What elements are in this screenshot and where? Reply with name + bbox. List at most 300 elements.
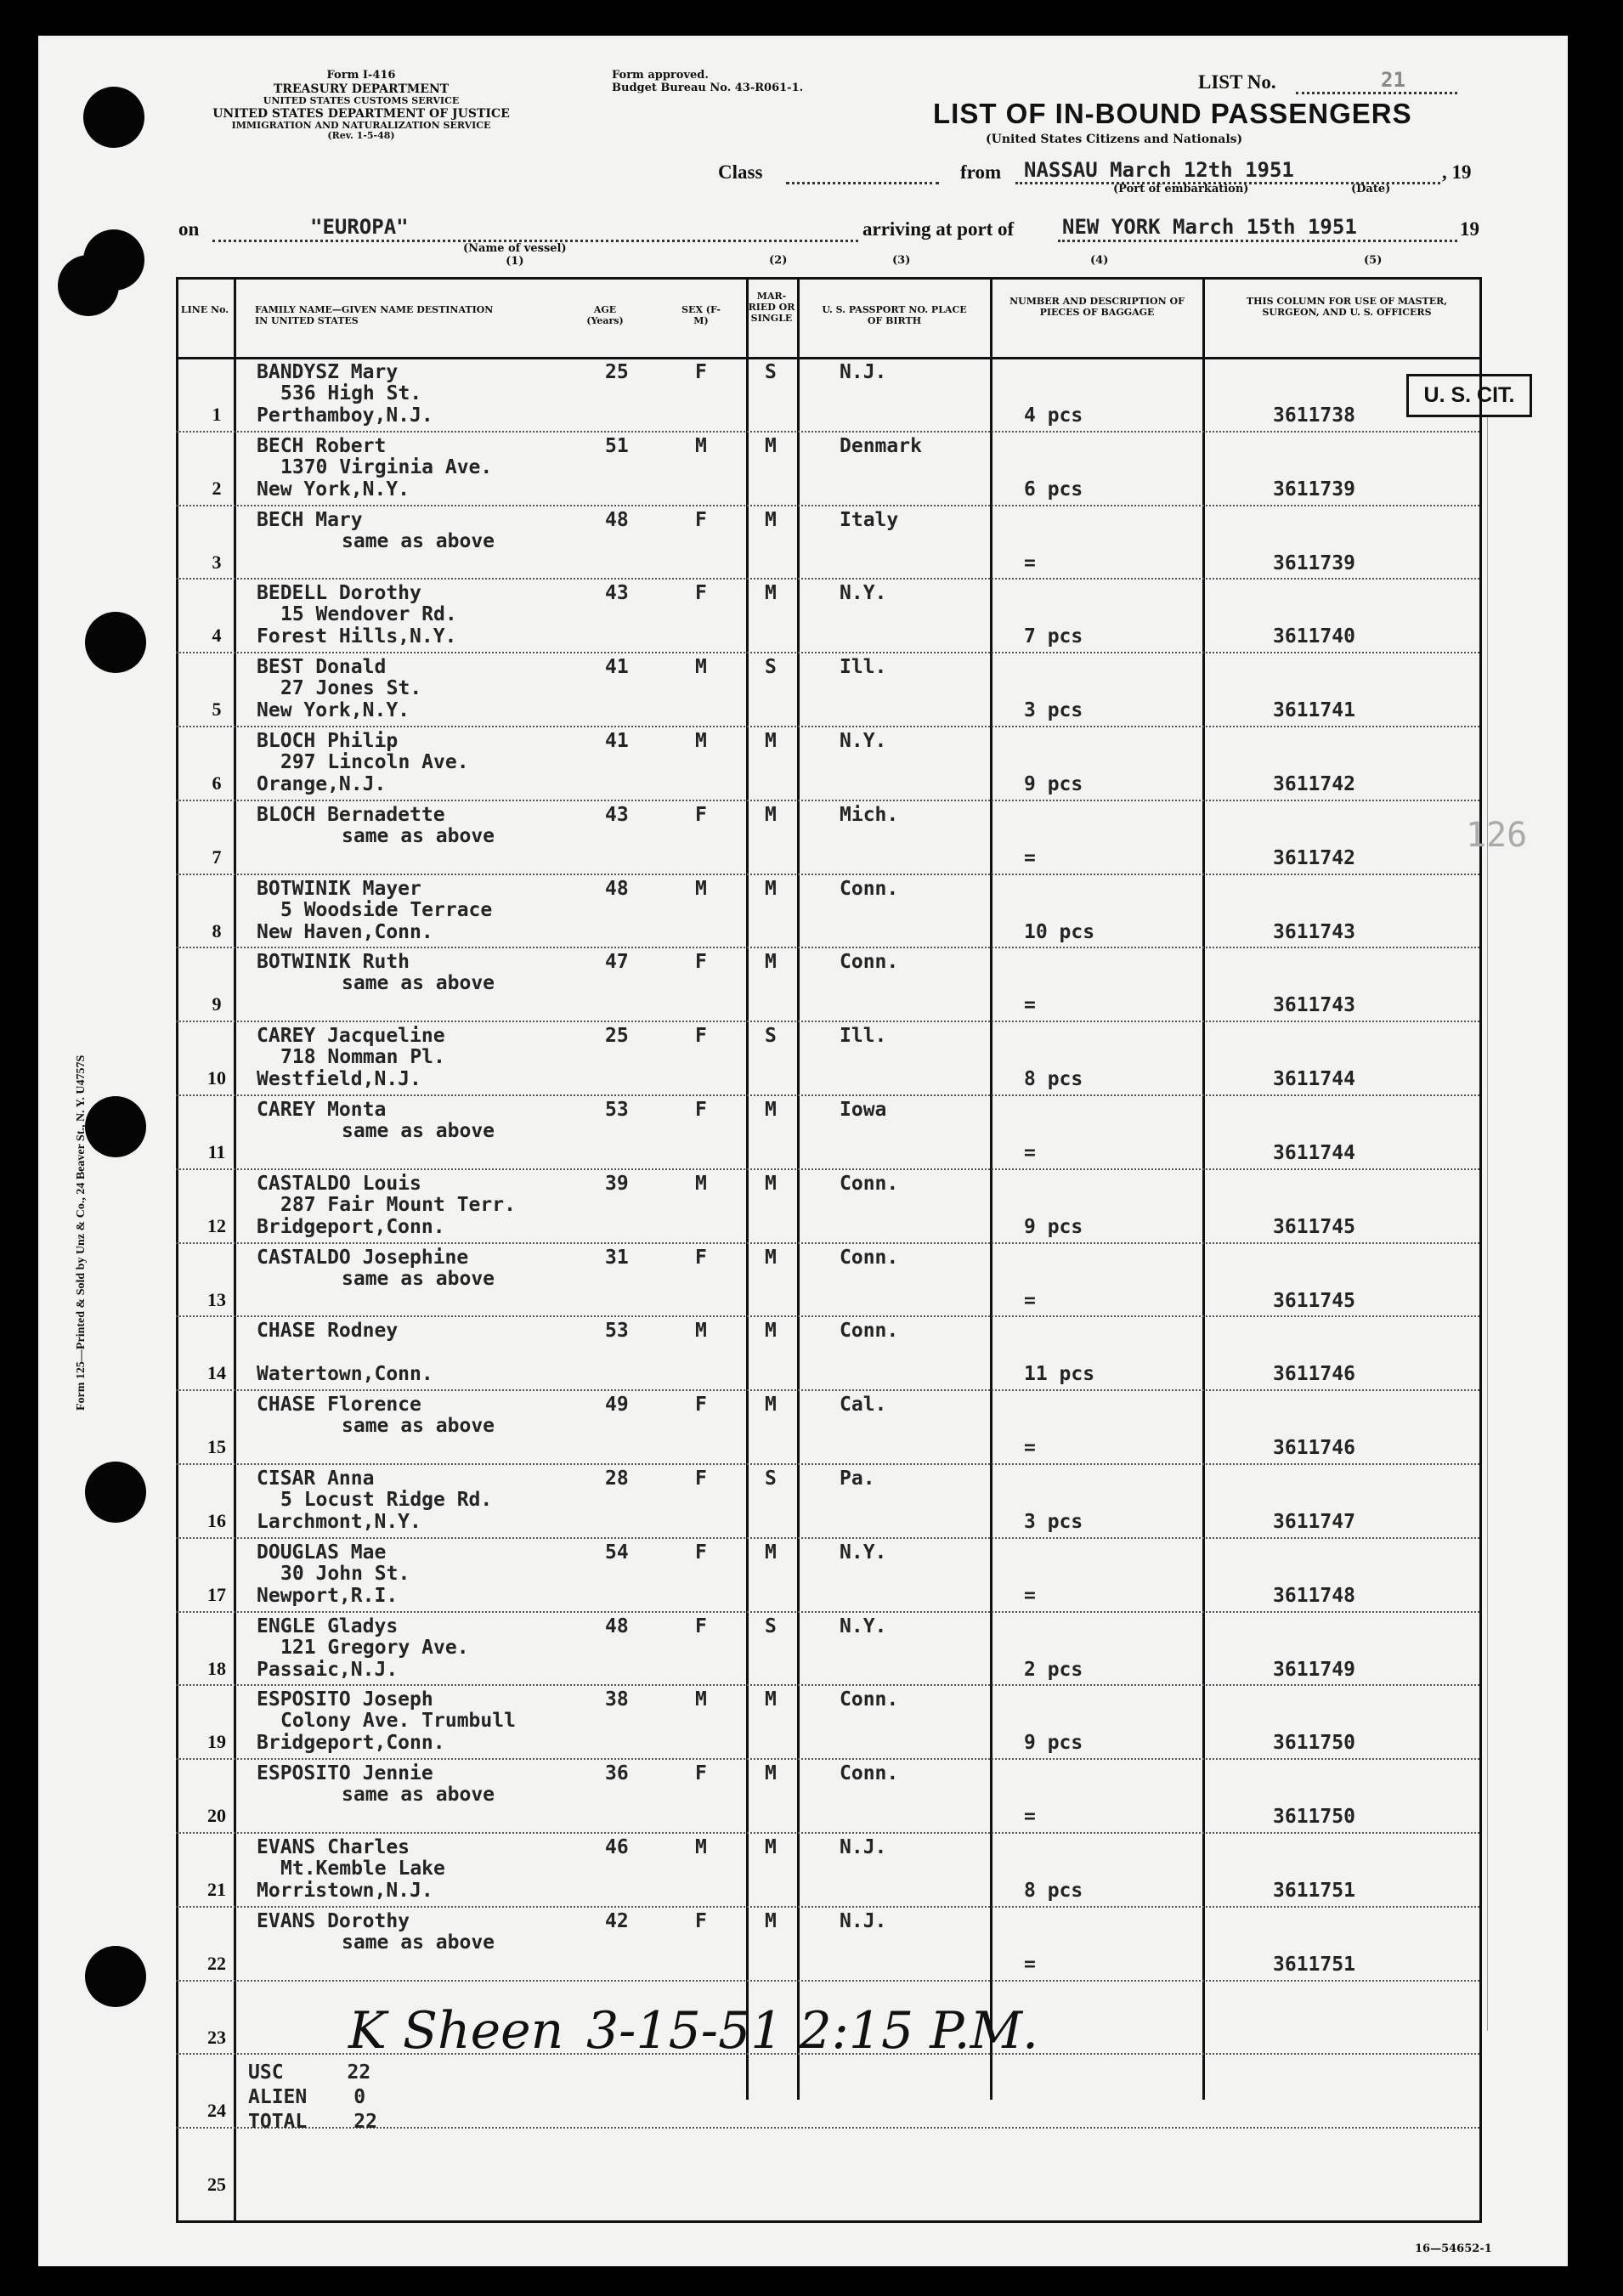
totals-block	[248, 2061, 377, 2135]
line-number: 7	[212, 846, 222, 868]
destination-address: same as above	[342, 972, 495, 994]
dept-customs: UNITED STATES CUSTOMS SERVICE	[263, 95, 460, 107]
destination-city: Larchmont,N.Y.	[257, 1511, 421, 1533]
on-label: on	[178, 218, 200, 240]
baggage-count: 6 pcs	[1024, 478, 1083, 500]
birthplace: Italy	[840, 509, 899, 531]
total-value: 22	[353, 2111, 377, 2133]
destination-city: Bridgeport,Conn.	[257, 1732, 445, 1754]
officer-number: 3611739	[1273, 552, 1355, 574]
col-header-officers: THIS COLUMN FOR USE OF MASTER, SURGEON, AND U. S. OFFICERS	[1246, 296, 1448, 319]
birthplace: Pa.	[840, 1468, 875, 1490]
date-caption: (Date)	[1351, 183, 1391, 195]
destination-address: 718 Nomman Pl.	[280, 1046, 445, 1068]
birthplace: Iowa	[840, 1099, 887, 1121]
passenger-name: BLOCH Philip	[257, 730, 399, 752]
marital-status: M	[765, 1247, 777, 1269]
marital-status: M	[765, 730, 777, 752]
printer-imprint: Form 125—Printed & Sold by Unz & Co., 24 Beaver St., N. Y. U4757S	[75, 1055, 88, 1411]
baggage-count: 8 pcs	[1024, 1880, 1083, 1902]
passenger-name: CAREY Jacqueline	[257, 1025, 445, 1047]
line-number: 22	[207, 1953, 226, 1974]
passenger-name: CHASE Florence	[257, 1394, 421, 1416]
officer-number: 3611739	[1273, 478, 1355, 500]
officer-number: 3611740	[1273, 625, 1355, 648]
vessel-caption-text: (Name of vessel)	[463, 242, 567, 255]
binder-hole	[85, 1096, 146, 1157]
baggage-count: 3 pcs	[1024, 699, 1083, 721]
column-number-4: (4)	[1090, 254, 1109, 267]
age-value: 48	[605, 1615, 629, 1637]
age-value: 49	[605, 1394, 629, 1416]
row-divider	[176, 1242, 1479, 1244]
baggage-count: 2 pcs	[1024, 1659, 1083, 1681]
age-value: 51	[605, 435, 629, 457]
sex-value: F	[695, 1541, 707, 1564]
row-divider	[176, 1168, 1479, 1170]
line-number: 12	[207, 1215, 226, 1236]
row-divider	[176, 505, 1479, 506]
usc-value: 22	[347, 2061, 371, 2084]
destination-city: Newport,R.I.	[257, 1585, 399, 1607]
officer-number: 3611742	[1273, 773, 1355, 795]
officer-number: 3611744	[1273, 1068, 1355, 1090]
destination-address: same as above	[342, 530, 495, 552]
destination-address: same as above	[342, 1268, 495, 1290]
baggage-count: 11 pcs	[1024, 1363, 1095, 1385]
officer-number: 3611741	[1273, 699, 1355, 721]
birthplace: Denmark	[840, 435, 922, 457]
age-value: 53	[605, 1099, 629, 1121]
destination-address: Mt.Kemble Lake	[280, 1858, 445, 1880]
birthplace: N.J.	[840, 1910, 887, 1932]
col-header-passport: U. S. PASSPORT NO. PLACE OF BIRTH	[822, 304, 967, 327]
col-divider	[746, 277, 749, 2100]
line-number: 14	[207, 1362, 226, 1383]
birthplace: Conn.	[840, 951, 899, 973]
officer-number: 3611747	[1273, 1511, 1355, 1533]
marital-status: S	[765, 1025, 777, 1047]
birthplace: N.Y.	[840, 730, 887, 752]
baggage-count: 9 pcs	[1024, 1216, 1083, 1238]
line-number: 18	[207, 1658, 226, 1679]
col-header-age: AGE (Years)	[586, 304, 624, 327]
row-divider	[176, 578, 1479, 580]
passenger-name: CASTALDO Louis	[257, 1173, 421, 1195]
officer-number: 3611743	[1273, 994, 1355, 1016]
destination-city: Morristown,N.J.	[257, 1880, 433, 1902]
officer-number: 3611748	[1273, 1585, 1355, 1607]
age-value: 42	[605, 1910, 629, 1932]
baggage-count: 3 pcs	[1024, 1511, 1083, 1533]
sex-value: M	[695, 1836, 707, 1858]
sex-value: F	[695, 1025, 707, 1047]
agency-block	[157, 70, 565, 142]
birthplace: Conn.	[840, 1247, 899, 1269]
officer-number: 3611746	[1273, 1437, 1355, 1459]
destination-address: 121 Gregory Ave.	[280, 1637, 469, 1659]
form-number: Form I-416	[326, 69, 396, 82]
sex-value: M	[695, 1688, 707, 1711]
total-label: TOTAL	[248, 2111, 308, 2133]
table-header-border	[176, 357, 1482, 359]
baggage-count: 8 pcs	[1024, 1068, 1083, 1090]
age-value: 39	[605, 1173, 629, 1195]
year-prefix: , 19	[1442, 161, 1472, 183]
form-subtitle: (United States Citizens and Nationals)	[986, 133, 1243, 146]
age-value: 47	[605, 951, 629, 973]
approval-block	[612, 70, 803, 95]
col-header-name: FAMILY NAME—GIVEN NAME DESTINATION IN UNITED STATES	[255, 304, 494, 327]
marital-status: M	[765, 951, 777, 973]
destination-city: Perthamboy,N.J.	[257, 404, 433, 427]
age-value: 48	[605, 878, 629, 900]
destination-address: 27 Jones St.	[280, 677, 422, 699]
footer-code: 16—54652-1	[1415, 2242, 1492, 2255]
officer-number: 3611745	[1273, 1290, 1355, 1312]
birthplace: N.Y.	[840, 1615, 887, 1637]
line-number: 10	[207, 1067, 226, 1089]
us-citizen-stamp: U. S. CIT.	[1406, 374, 1532, 417]
alien-label: ALIEN	[248, 2086, 308, 2108]
line-number: 15	[207, 1436, 226, 1457]
arrival-port-value: NEW YORK March 15th 1951	[1062, 215, 1357, 239]
marital-status: M	[765, 1541, 777, 1564]
passenger-name: EVANS Charles	[257, 1836, 410, 1858]
column-number-1: (1)	[506, 254, 524, 268]
passenger-name: ESPOSITO Joseph	[257, 1688, 433, 1711]
col-divider	[990, 277, 992, 2100]
baggage-count: =	[1024, 1290, 1036, 1312]
col-header-baggage: NUMBER AND DESCRIPTION OF PIECES OF BAGGAGE	[1009, 296, 1185, 319]
sex-value: F	[695, 951, 707, 973]
binder-hole	[85, 1946, 146, 2007]
list-number-value: 21	[1381, 68, 1405, 92]
baggage-count: =	[1024, 847, 1036, 869]
line-number: 16	[207, 1510, 226, 1531]
binder-hole	[85, 1462, 146, 1523]
birthplace: Cal.	[840, 1394, 887, 1416]
baggage-count: =	[1024, 1954, 1036, 1976]
margin-number: 126	[1466, 816, 1528, 855]
row-divider	[176, 1906, 1479, 1908]
alien-value: 0	[353, 2086, 366, 2108]
line-number: 19	[207, 1731, 226, 1752]
embarkation-value: NASSAU March 12th 1951	[1024, 158, 1294, 182]
column-number-5: (5)	[1364, 254, 1383, 267]
sex-value: F	[695, 361, 707, 383]
age-value: 41	[605, 730, 629, 752]
sex-value: M	[695, 656, 707, 678]
table-top-border	[176, 277, 1482, 280]
inspector-signature: K Sheen	[348, 2001, 564, 2061]
marital-status: M	[765, 1910, 777, 1932]
age-value: 25	[605, 1025, 629, 1047]
sex-value: M	[695, 1173, 707, 1195]
line-number: 4	[212, 625, 222, 646]
dept-immigration: IMMIGRATION AND NATURALIZATION SERVICE	[231, 119, 491, 131]
marital-status: S	[765, 656, 777, 678]
sex-value: F	[695, 1910, 707, 1932]
destination-address: 287 Fair Mount Terr.	[280, 1194, 516, 1216]
destination-address: same as above	[342, 1784, 495, 1806]
marital-status: M	[765, 804, 777, 826]
sex-value: F	[695, 582, 707, 604]
birthplace: N.J.	[840, 1836, 887, 1858]
from-label: from	[960, 161, 1002, 183]
passenger-name: BECH Robert	[257, 435, 387, 457]
arriving-line	[1058, 240, 1457, 242]
age-value: 31	[605, 1247, 629, 1269]
destination-city: Westfield,N.J.	[257, 1068, 421, 1090]
sex-value: F	[695, 509, 707, 531]
age-value: 53	[605, 1320, 629, 1342]
sex-value: M	[695, 730, 707, 752]
officer-number: 3611750	[1273, 1732, 1355, 1754]
year-suffix: 19	[1460, 218, 1479, 240]
row-divider	[176, 1832, 1479, 1834]
row-divider	[176, 652, 1479, 653]
sex-value: M	[695, 1320, 707, 1342]
col-divider	[1202, 277, 1205, 2100]
passenger-name: DOUGLAS Mae	[257, 1541, 387, 1564]
marital-status: M	[765, 1394, 777, 1416]
age-value: 41	[605, 656, 629, 678]
sex-value: F	[695, 1394, 707, 1416]
marital-status: M	[765, 878, 777, 900]
destination-city: New York,N.Y.	[257, 699, 410, 721]
destination-address: 1370 Virginia Ave.	[280, 456, 493, 478]
sex-value: F	[695, 1615, 707, 1637]
officer-number: 3611751	[1273, 1954, 1355, 1976]
marital-status: M	[765, 1173, 777, 1195]
sex-value: F	[695, 804, 707, 826]
row-divider	[176, 874, 1479, 875]
sex-value: F	[695, 1099, 707, 1121]
baggage-count: =	[1024, 552, 1036, 574]
passenger-name: CHASE Rodney	[257, 1320, 399, 1342]
marital-status: M	[765, 582, 777, 604]
vessel-value: "EUROPA"	[310, 215, 409, 239]
row-divider	[176, 1094, 1479, 1096]
age-value: 43	[605, 804, 629, 826]
binder-hole	[83, 87, 144, 148]
officer-number: 3611743	[1273, 921, 1355, 943]
destination-address: 15 Wendover Rd.	[280, 603, 457, 625]
table-right-border	[1479, 277, 1482, 2223]
column-number-3: (3)	[892, 254, 911, 267]
line-number: 25	[207, 2174, 226, 2195]
col-header-sex: SEX (F-M)	[681, 304, 721, 327]
line-number: 21	[207, 1879, 226, 1900]
birthplace: Mich.	[840, 804, 899, 826]
signature-date-time: 3-15-51 2:15 P.M.	[586, 2001, 1039, 2061]
row-divider	[176, 947, 1479, 948]
marital-status: S	[765, 1468, 777, 1490]
margin-rule	[1487, 416, 1488, 2031]
passenger-name: CASTALDO Josephine	[257, 1247, 469, 1269]
line-number: 2	[212, 478, 222, 499]
form-approved: Form approved.	[612, 69, 709, 82]
passenger-name: CAREY Monta	[257, 1099, 387, 1121]
marital-status: M	[765, 1688, 777, 1711]
marital-status: M	[765, 1320, 777, 1342]
usc-label: USC	[248, 2061, 284, 2084]
row-divider	[176, 1611, 1479, 1613]
baggage-count: 9 pcs	[1024, 1732, 1083, 1754]
line-number: 1	[212, 404, 222, 425]
officer-number: 3611738	[1273, 404, 1355, 427]
line-number: 8	[212, 920, 222, 942]
age-value: 36	[605, 1762, 629, 1784]
birthplace: N.Y.	[840, 582, 887, 604]
row-divider	[176, 1980, 1479, 1982]
passenger-name: BEDELL Dorothy	[257, 582, 421, 604]
age-value: 43	[605, 582, 629, 604]
dept-justice: UNITED STATES DEPARTMENT OF JUSTICE	[212, 106, 510, 121]
arriving-label: arriving at port of	[862, 218, 1015, 240]
line-number: 17	[207, 1584, 226, 1605]
baggage-count: =	[1024, 1585, 1036, 1607]
baggage-count: =	[1024, 1142, 1036, 1164]
list-number-label: LIST No.	[1198, 71, 1276, 93]
age-value: 25	[605, 361, 629, 383]
line-number: 24	[207, 2100, 226, 2121]
baggage-count: 9 pcs	[1024, 773, 1083, 795]
baggage-count: =	[1024, 1806, 1036, 1828]
officer-number: 3611749	[1273, 1659, 1355, 1681]
destination-address: 5 Locust Ridge Rd.	[280, 1489, 493, 1511]
marital-status: M	[765, 1099, 777, 1121]
class-label: Class	[718, 161, 763, 183]
row-divider	[176, 1684, 1479, 1686]
age-value: 28	[605, 1468, 629, 1490]
line-number: 3	[212, 551, 222, 573]
sex-value: F	[695, 1762, 707, 1784]
sex-value: M	[695, 435, 707, 457]
passenger-name: EVANS Dorothy	[257, 1910, 410, 1932]
row-divider	[176, 1758, 1479, 1760]
row-divider	[176, 726, 1479, 727]
age-value: 54	[605, 1541, 629, 1564]
age-value: 38	[605, 1688, 629, 1711]
destination-address: same as above	[342, 1931, 495, 1954]
destination-city: New York,N.Y.	[257, 478, 410, 500]
destination-address: 536 High St.	[280, 382, 422, 404]
destination-city: New Haven,Conn.	[257, 921, 433, 943]
sex-value: F	[695, 1247, 707, 1269]
destination-address: same as above	[342, 1415, 495, 1437]
row-divider	[176, 800, 1479, 801]
birthplace: Ill.	[840, 656, 887, 678]
destination-address: 30 John St.	[280, 1563, 410, 1585]
officer-number: 3611745	[1273, 1216, 1355, 1238]
binder-hole	[85, 612, 146, 673]
line-number: 11	[207, 1141, 226, 1162]
sex-value: M	[695, 878, 707, 900]
col-header-married: MAR-RIED OR SINGLE	[748, 291, 795, 325]
col-divider	[797, 277, 800, 2100]
row-divider	[176, 1463, 1479, 1465]
destination-city: Passaic,N.J.	[257, 1659, 399, 1681]
destination-city: Bridgeport,Conn.	[257, 1216, 445, 1238]
passenger-name: BOTWINIK Ruth	[257, 951, 410, 973]
age-value: 46	[605, 1836, 629, 1858]
destination-address: 5 Woodside Terrace	[280, 899, 493, 921]
marital-status: M	[765, 509, 777, 531]
col-header-line-no: LINE No.	[180, 304, 229, 315]
line-number: 9	[212, 993, 222, 1015]
destination-address: Colony Ave. Trumbull	[280, 1710, 516, 1732]
passenger-name: BOTWINIK Mayer	[257, 878, 421, 900]
line-number: 23	[207, 2027, 226, 2048]
column-number-2: (2)	[769, 254, 788, 267]
destination-address: same as above	[342, 1120, 495, 1142]
baggage-count: 10 pcs	[1024, 921, 1095, 943]
birthplace: Conn.	[840, 1762, 899, 1784]
birthplace: Conn.	[840, 878, 899, 900]
dept-treasury: TREASURY DEPARTMENT	[273, 82, 450, 96]
officer-number: 3611746	[1273, 1363, 1355, 1385]
row-divider	[176, 1389, 1479, 1391]
passenger-name: BECH Mary	[257, 509, 363, 531]
marital-status: M	[765, 1762, 777, 1784]
baggage-count: 4 pcs	[1024, 404, 1083, 427]
line-number: 6	[212, 772, 222, 794]
passenger-name: ESPOSITO Jennie	[257, 1762, 433, 1784]
baggage-count: 7 pcs	[1024, 625, 1083, 648]
destination-city: Orange,N.J.	[257, 773, 387, 795]
birthplace: Conn.	[840, 1320, 899, 1342]
line-number: 20	[207, 1805, 226, 1826]
passenger-name: BEST Donald	[257, 656, 387, 678]
passenger-name: ENGLE Gladys	[257, 1615, 399, 1637]
row-divider	[176, 1021, 1479, 1022]
destination-address: 297 Lincoln Ave.	[280, 751, 469, 773]
passenger-name: CISAR Anna	[257, 1468, 375, 1490]
birthplace: N.Y.	[840, 1541, 887, 1564]
officer-number: 3611751	[1273, 1880, 1355, 1902]
passenger-name: BLOCH Bernadette	[257, 804, 445, 826]
port-embarkation-caption: (Port of embarkation)	[1113, 183, 1249, 195]
line-number: 5	[212, 698, 222, 720]
revision-date: (Rev. 1-5-48)	[327, 130, 395, 142]
birthplace: Ill.	[840, 1025, 887, 1047]
row-divider	[176, 1537, 1479, 1539]
destination-city: Watertown,Conn.	[257, 1363, 433, 1385]
birthplace: Conn.	[840, 1173, 899, 1195]
form-title: LIST OF IN-BOUND PASSENGERS	[933, 98, 1412, 129]
sex-value: F	[695, 1468, 707, 1490]
officer-number: 3611744	[1273, 1142, 1355, 1164]
baggage-count: =	[1024, 994, 1036, 1016]
age-value: 48	[605, 509, 629, 531]
budget-bureau: Budget Bureau No. 43-R061-1.	[612, 81, 804, 94]
list-number-line	[1296, 92, 1457, 94]
row-divider	[176, 1315, 1479, 1317]
table-bottom-border	[176, 2220, 1482, 2223]
baggage-count: =	[1024, 1437, 1036, 1459]
birthplace: Conn.	[840, 1688, 899, 1711]
vessel-caption	[463, 243, 567, 269]
binder-hole	[83, 229, 144, 291]
passenger-name: BANDYSZ Mary	[257, 361, 399, 383]
officer-number: 3611742	[1273, 847, 1355, 869]
birthplace: N.J.	[840, 361, 887, 383]
destination-address: same as above	[342, 825, 495, 847]
line-number: 13	[207, 1289, 226, 1310]
class-line	[786, 182, 939, 184]
